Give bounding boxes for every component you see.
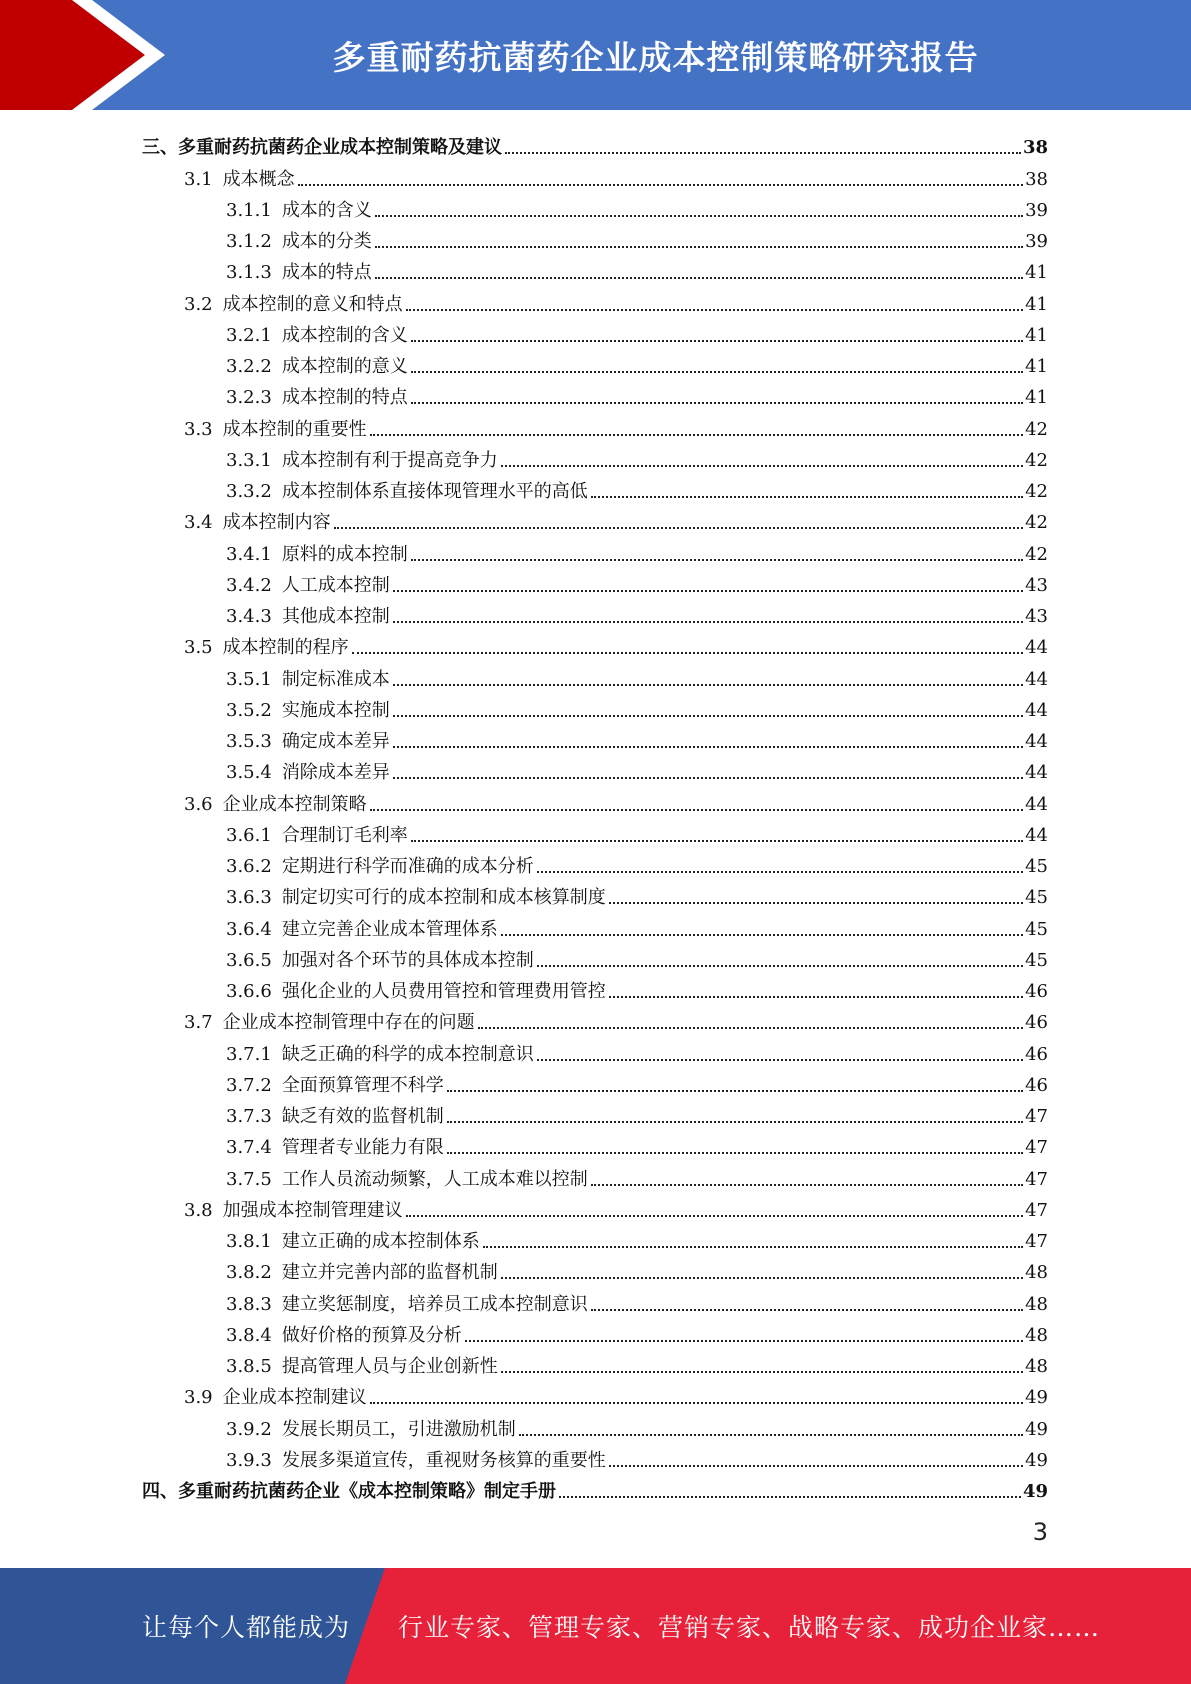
toc-entry-page: 41: [1025, 387, 1048, 409]
toc-entry[interactable]: [142, 941, 1048, 972]
toc-entry-number: 3.2.1: [226, 324, 272, 346]
toc-entry-number: 3.7.1: [226, 1043, 272, 1065]
toc-entry-title: 全面预算管理不科学: [281, 1074, 444, 1096]
toc-dot-leader: [591, 1184, 1023, 1186]
toc-entry-page: 42: [1025, 543, 1048, 565]
toc-entry-title: 确定成本差异: [281, 731, 390, 752]
toc-entry-title: 建立正确的成本控制体系: [281, 1231, 480, 1252]
toc-entry-number: 3.6.6: [226, 981, 272, 1002]
toc-entry-number: 3.6: [184, 793, 213, 815]
toc-entry-number: 三、: [142, 137, 178, 159]
toc-entry-title: 缺乏有效的监督机制: [281, 1106, 444, 1127]
toc-dot-leader: [447, 1121, 1023, 1123]
toc-entry-title: 定期进行科学而准确的成本分析: [281, 856, 534, 877]
toc-entry-page: 46: [1025, 981, 1048, 1002]
toc-entry-page: 46: [1025, 1043, 1048, 1065]
toc-entry[interactable]: [142, 1097, 1048, 1128]
toc-entry[interactable]: [142, 1472, 1048, 1503]
toc-entry-page: 42: [1025, 418, 1048, 440]
toc-dot-leader: [375, 215, 1023, 217]
toc-entry[interactable]: [142, 909, 1048, 940]
toc-entry-number: 3.3.1: [226, 449, 272, 471]
toc-entry-page: 45: [1025, 856, 1048, 877]
toc-entry-title: 缺乏正确的科学的成本控制意识: [281, 1043, 534, 1065]
toc-entry-title: 工作人员流动频繁，人工成本难以控制: [281, 1168, 588, 1190]
toc-entry[interactable]: [142, 722, 1048, 753]
toc-entry-number: 3.4.2: [226, 574, 272, 596]
toc-entry[interactable]: [142, 628, 1048, 659]
toc-entry[interactable]: [142, 222, 1048, 253]
toc-dot-leader: [406, 309, 1023, 311]
toc-entry[interactable]: [142, 378, 1048, 409]
toc-entry-page: 43: [1025, 606, 1048, 627]
toc-entry-title: 成本控制的特点: [281, 387, 408, 409]
toc-entry-number: 3.2.2: [226, 356, 272, 377]
toc-entry-page: 44: [1025, 668, 1048, 690]
toc-entry[interactable]: [142, 691, 1048, 722]
toc-dot-leader: [298, 184, 1023, 186]
toc-entry[interactable]: [142, 1347, 1048, 1378]
toc-dot-leader: [501, 1371, 1023, 1373]
toc-entry-page: 49: [1025, 1387, 1048, 1409]
toc-entry-page: 47: [1025, 1231, 1048, 1252]
page-number: 3: [1032, 1518, 1048, 1546]
toc-entry-page: 42: [1025, 449, 1048, 471]
toc-entry-title: 成本控制内容: [222, 512, 331, 534]
toc-entry-number: 3.2.3: [226, 387, 272, 409]
toc-dot-leader: [393, 777, 1023, 779]
footer-slogan-left: 让每个人都能成为: [142, 1613, 351, 1642]
toc-entry-number: 3.1.1: [226, 199, 272, 221]
toc-entry-title: 成本控制的意义和特点: [222, 293, 403, 315]
toc-entry-page: 48: [1025, 1262, 1048, 1284]
toc-dot-leader: [411, 402, 1023, 404]
toc-dot-leader: [537, 871, 1023, 873]
toc-entry-number: 3.4.3: [226, 606, 272, 627]
toc-entry-page: 44: [1025, 824, 1048, 846]
toc-entry-number: 3.1.3: [226, 262, 272, 284]
toc-entry-page: 47: [1025, 1106, 1048, 1127]
toc-entry[interactable]: [142, 566, 1048, 597]
toc-dot-leader: [505, 152, 1021, 154]
toc-dot-leader: [483, 1246, 1023, 1248]
toc-dot-leader: [501, 934, 1023, 936]
toc-entry[interactable]: [142, 847, 1048, 878]
toc-dot-leader: [609, 1465, 1023, 1467]
toc-entry[interactable]: [142, 1316, 1048, 1347]
toc-entry-page: 38: [1025, 168, 1048, 190]
toc-entry-page: 44: [1025, 699, 1048, 721]
toc-entry-page: 42: [1025, 481, 1048, 502]
toc-entry-number: 3.8.3: [226, 1293, 272, 1315]
toc-dot-leader: [559, 1496, 1021, 1498]
toc-entry-title: 建立并完善内部的监督机制: [281, 1262, 498, 1284]
toc-entry[interactable]: [142, 1003, 1048, 1034]
toc-entry-page: 49: [1025, 1449, 1048, 1471]
toc-entry[interactable]: [142, 972, 1048, 1003]
toc-entry-number: 3.7.3: [226, 1106, 272, 1127]
toc-dot-leader: [519, 1434, 1023, 1436]
toc-entry-page: 44: [1025, 793, 1048, 815]
toc-entry-page: 45: [1025, 949, 1048, 971]
toc-entry-page: 46: [1025, 1074, 1048, 1096]
toc-entry[interactable]: [142, 1409, 1048, 1440]
toc-entry-number: 3.8.4: [226, 1324, 272, 1346]
toc-entry-page: 44: [1025, 731, 1048, 752]
toc-entry-page: 41: [1025, 324, 1048, 346]
toc-entry-title: 成本的特点: [281, 262, 372, 284]
toc-entry[interactable]: [142, 347, 1048, 378]
toc-entry-title: 消除成本差异: [281, 762, 390, 784]
toc-entry-number: 3.9.2: [226, 1418, 272, 1440]
toc-entry-title: 原料的成本控制: [281, 543, 408, 565]
toc-entry-number: 3.8.2: [226, 1262, 272, 1284]
toc-entry[interactable]: [142, 409, 1048, 440]
toc-entry[interactable]: [142, 1253, 1048, 1284]
toc-entry[interactable]: [142, 159, 1048, 190]
toc-entry-page: 48: [1025, 1293, 1048, 1315]
toc-entry[interactable]: [142, 534, 1048, 565]
toc-entry-title: 合理制订毛利率: [281, 824, 408, 846]
toc-entry-title: 人工成本控制: [281, 574, 390, 596]
toc-entry[interactable]: [142, 128, 1048, 159]
toc-entry-number: 3.8.5: [226, 1356, 272, 1377]
toc-entry-title: 成本的分类: [281, 231, 372, 252]
toc-entry-page: 41: [1025, 262, 1048, 284]
toc-dot-leader: [411, 340, 1023, 342]
toc-dot-leader: [334, 527, 1023, 529]
page-footer: [0, 1568, 1191, 1684]
toc-entry-title: 制定切实可行的成本控制和成本核算制度: [281, 887, 606, 909]
toc-entry-number: 3.7.4: [226, 1137, 272, 1159]
toc-entry-title: 实施成本控制: [281, 699, 390, 721]
toc-entry[interactable]: [142, 753, 1048, 784]
toc-entry[interactable]: [142, 816, 1048, 847]
toc-entry-number: 3.6.1: [226, 824, 272, 846]
toc-entry-title: 成本概念: [222, 168, 295, 190]
toc-entry[interactable]: [142, 784, 1048, 815]
toc-dot-leader: [393, 590, 1023, 592]
toc-entry-title: 成本的含义: [281, 199, 372, 221]
toc-entry-title: 加强对各个环节的具体成本控制: [281, 949, 534, 971]
toc-entry-number: 3.9.3: [226, 1449, 272, 1471]
toc-dot-leader: [370, 1402, 1023, 1404]
toc-entry-number: 3.1: [184, 168, 213, 190]
toc-entry-title: 成本控制的程序: [222, 637, 349, 659]
toc-entry[interactable]: [142, 1222, 1048, 1253]
toc-entry[interactable]: [142, 1284, 1048, 1315]
toc-entry-title: 做好价格的预算及分析: [281, 1324, 462, 1346]
toc-dot-leader: [591, 496, 1023, 498]
toc-dot-leader: [393, 746, 1023, 748]
toc-dot-leader: [447, 1090, 1023, 1092]
toc-entry-page: 47: [1025, 1137, 1048, 1159]
toc-entry-title: 企业成本控制策略: [222, 793, 367, 815]
toc-entry[interactable]: [142, 1159, 1048, 1190]
toc-entry-number: 3.7.2: [226, 1074, 272, 1096]
toc-entry-page: 39: [1025, 231, 1048, 252]
toc-entry-page: 39: [1025, 199, 1048, 221]
toc-entry-page: 45: [1025, 887, 1048, 909]
toc-dot-leader: [411, 559, 1023, 561]
toc-entry-page: 47: [1025, 1199, 1048, 1221]
toc-dot-leader: [370, 809, 1023, 811]
toc-entry-title: 成本控制的意义: [281, 356, 408, 377]
toc-dot-leader: [447, 1152, 1023, 1154]
toc-entry-number: 3.6.2: [226, 856, 272, 877]
toc-entry-page: 43: [1025, 574, 1048, 596]
toc-dot-leader: [406, 1215, 1023, 1217]
toc-entry-number: 3.6.4: [226, 918, 272, 940]
toc-dot-leader: [393, 621, 1023, 623]
toc-entry-number: 3.3: [184, 418, 213, 440]
toc-entry-number: 3.5.2: [226, 699, 272, 721]
toc-entry-page: 47: [1025, 1168, 1048, 1190]
toc-entry-number: 3.8.1: [226, 1231, 272, 1252]
toc-entry-title: 成本控制的重要性: [222, 418, 367, 440]
toc-entry-page: 38: [1022, 137, 1048, 159]
toc-dot-leader: [370, 434, 1023, 436]
toc-entry-title: 多重耐药抗菌药企业成本控制策略及建议: [178, 137, 502, 159]
report-title: 多重耐药抗菌药企业成本控制策略研究报告: [332, 37, 979, 77]
toc-dot-leader: [591, 1309, 1023, 1311]
toc-entry[interactable]: [142, 316, 1048, 347]
toc-dot-leader: [478, 1027, 1023, 1029]
toc-dot-leader: [609, 902, 1023, 904]
toc-entry[interactable]: [142, 1441, 1048, 1472]
toc-dot-leader: [465, 1340, 1023, 1342]
toc-dot-leader: [537, 1059, 1023, 1061]
toc-entry[interactable]: [142, 878, 1048, 909]
toc-entry-page: 44: [1025, 637, 1048, 659]
toc-entry-title: 发展长期员工，引进激励机制: [281, 1418, 516, 1440]
toc-dot-leader: [501, 465, 1023, 467]
toc-entry-number: 3.7: [184, 1012, 213, 1034]
toc-entry[interactable]: [142, 284, 1048, 315]
toc-entry-page: 44: [1025, 762, 1048, 784]
toc-entry[interactable]: [142, 1378, 1048, 1409]
toc-entry-number: 3.4: [184, 512, 213, 534]
toc-entry[interactable]: [142, 1128, 1048, 1159]
footer-slogan-right: 行业专家、管理专家、营销专家、战略专家、成功企业家……: [398, 1613, 1101, 1642]
toc-entry-title: 企业成本控制建议: [222, 1387, 367, 1409]
page-header: [0, 0, 1191, 110]
toc-entry-number: 3.5.1: [226, 668, 272, 690]
toc-dot-leader: [411, 371, 1023, 373]
toc-entry-number: 四、: [142, 1481, 178, 1502]
toc-entry[interactable]: [142, 1066, 1048, 1097]
table-of-contents: [142, 128, 1048, 1503]
toc-dot-leader: [411, 840, 1023, 842]
toc-entry-page: 49: [1025, 1418, 1048, 1440]
toc-entry-title: 多重耐药抗菌药企业《成本控制策略》制定手册: [178, 1481, 556, 1502]
toc-dot-leader: [375, 246, 1023, 248]
toc-dot-leader: [609, 996, 1023, 998]
toc-entry-number: 3.8: [184, 1199, 213, 1221]
toc-entry[interactable]: [142, 503, 1048, 534]
toc-entry-title: 企业成本控制管理中存在的问题: [222, 1012, 475, 1034]
toc-entry-title: 成本控制有利于提高竞争力: [281, 449, 498, 471]
toc-entry-page: 42: [1025, 512, 1048, 534]
toc-entry-number: 3.3.2: [226, 481, 272, 502]
toc-entry-title: 成本控制的含义: [281, 324, 408, 346]
toc-entry[interactable]: [142, 472, 1048, 503]
toc-entry-title: 提高管理人员与企业创新性: [281, 1356, 498, 1377]
toc-dot-leader: [352, 652, 1023, 654]
toc-dot-leader: [393, 715, 1023, 717]
toc-entry-number: 3.5.4: [226, 762, 272, 784]
toc-entry-page: 49: [1022, 1481, 1048, 1502]
toc-entry[interactable]: [142, 191, 1048, 222]
toc-entry-page: 45: [1025, 918, 1048, 940]
toc-entry-number: 3.4.1: [226, 543, 272, 565]
toc-entry-number: 3.5: [184, 637, 213, 659]
toc-entry[interactable]: [142, 597, 1048, 628]
toc-entry-title: 管理者专业能力有限: [281, 1137, 444, 1159]
toc-entry-title: 制定标准成本: [281, 668, 390, 690]
toc-entry-title: 加强成本控制管理建议: [222, 1199, 403, 1221]
toc-entry[interactable]: [142, 253, 1048, 284]
toc-entry-number: 3.1.2: [226, 231, 272, 252]
toc-entry-number: 3.7.5: [226, 1168, 272, 1190]
toc-entry-title: 建立奖惩制度，培养员工成本控制意识: [281, 1293, 588, 1315]
toc-entry-page: 41: [1025, 356, 1048, 377]
toc-entry-page: 48: [1025, 1356, 1048, 1377]
toc-entry-number: 3.5.3: [226, 731, 272, 752]
toc-entry-title: 强化企业的人员费用管控和管理费用管控: [281, 981, 606, 1002]
toc-entry-number: 3.6.5: [226, 949, 272, 971]
toc-entry-number: 3.2: [184, 293, 213, 315]
toc-dot-leader: [375, 277, 1023, 279]
toc-dot-leader: [393, 684, 1023, 686]
toc-entry-number: 3.6.3: [226, 887, 272, 909]
toc-entry-title: 其他成本控制: [281, 606, 390, 627]
toc-entry[interactable]: [142, 441, 1048, 472]
toc-entry-title: 发展多渠道宣传，重视财务核算的重要性: [281, 1449, 606, 1471]
toc-entry-number: 3.9: [184, 1387, 213, 1409]
toc-entry[interactable]: [142, 1191, 1048, 1222]
toc-entry[interactable]: [142, 1034, 1048, 1065]
toc-dot-leader: [537, 965, 1023, 967]
toc-entry-title: 建立完善企业成本管理体系: [281, 918, 498, 940]
toc-entry-page: 41: [1025, 293, 1048, 315]
toc-entry-page: 46: [1025, 1012, 1048, 1034]
toc-entry-page: 48: [1025, 1324, 1048, 1346]
toc-entry-title: 成本控制体系直接体现管理水平的高低: [281, 481, 588, 502]
toc-dot-leader: [501, 1277, 1023, 1279]
toc-entry[interactable]: [142, 659, 1048, 690]
